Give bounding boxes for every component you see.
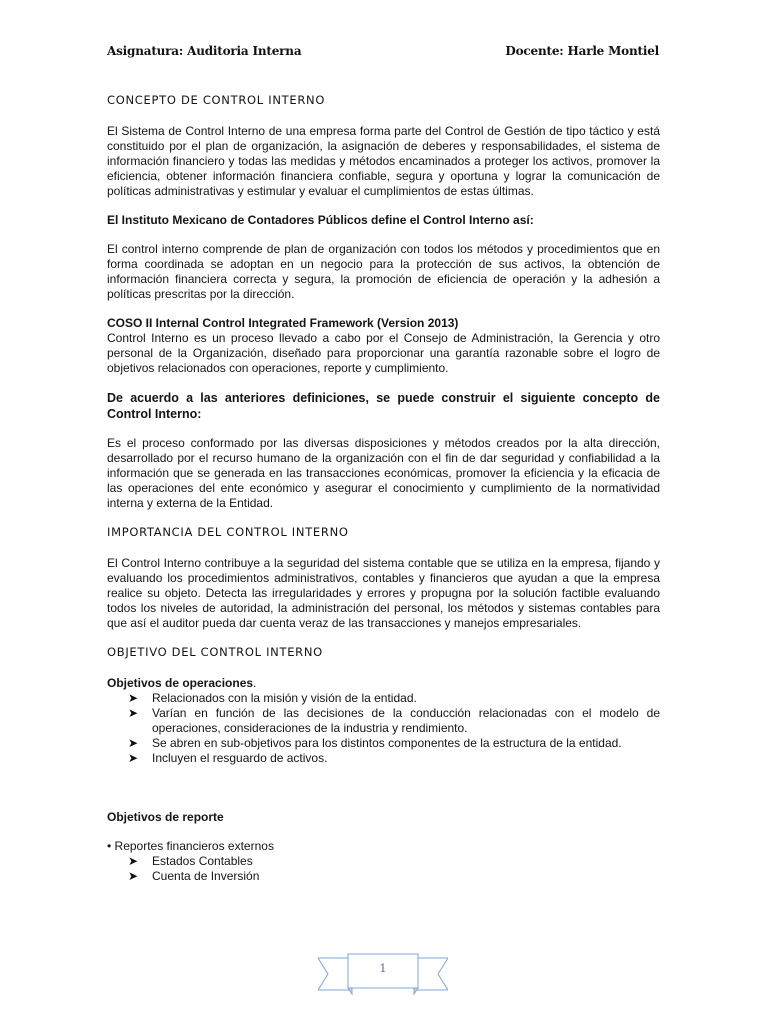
list-item-text: Estados Contables: [152, 854, 253, 868]
vertical-spacer: [107, 766, 660, 810]
section-title-concepto: CONCEPTO DE CONTROL INTERNO: [107, 93, 326, 107]
objetivos-operaciones-list: [107, 691, 660, 766]
page-number-ribbon-icon: [318, 950, 448, 1000]
reportes-bullet: • Reportes financieros externos: [107, 839, 274, 853]
paragraph-de-acuerdo: Es el proceso conformado por las diversas disposiciones y métodos creados por la alta dirección, desarrollado por el recurso humano de la organización con el fin de dar seguridad y confiabilidad a la información que se generada en las transacciones económicas, promover la eficiencia y la eficacia de las operaciones del ente económico y asegurar el conocimiento y cumplimiento de la normatividad interna y externa de la Entidad.: [107, 436, 660, 510]
list-item: [128, 854, 660, 869]
list-item: [128, 706, 660, 736]
heading-imcp: El Instituto Mexicano de Contadores Públicos define el Control Interno así:: [107, 213, 534, 227]
arrow-bullet-icon: ➤: [128, 691, 139, 705]
objetivos-reporte-title: Objetivos de reporte: [107, 810, 224, 824]
objetivos-operaciones-dot: .: [253, 676, 257, 690]
paragraph-coso: Control Interno es un proceso llevado a cabo por el Consejo de Administración, la Gerencia y otro personal de la Organización, diseñado para proporcionar una garantía razonable sobre el logro de objetivos relacionados con operaciones, reporte y cumplimiento.: [107, 331, 660, 375]
arrow-bullet-icon: ➤: [128, 751, 139, 765]
section-title-objetivo: OBJETIVO DEL CONTROL INTERNO: [107, 645, 323, 659]
heading-coso: COSO II Internal Control Integrated Framework (Version 2013): [107, 316, 459, 330]
arrow-bullet-icon: ➤: [128, 854, 139, 868]
section-title-importancia: IMPORTANCIA DEL CONTROL INTERNO: [107, 525, 349, 539]
page-number: 1: [379, 962, 387, 975]
arrow-bullet-icon: ➤: [128, 706, 139, 720]
list-item-text: Cuenta de Inversión: [152, 869, 260, 883]
list-item: [128, 751, 660, 766]
list-item-text: Varían en función de las decisiones de la conducción relacionadas con el modelo de operaciones, consideraciones de la industria y rendimiento.: [152, 706, 660, 735]
header-subject: Asignatura: Auditoria Interna: [107, 44, 302, 58]
paragraph-concepto: El Sistema de Control Interno de una empresa forma parte del Control de Gestión de tipo táctico y está constituido por el plan de organización, la asignación de deberes y responsabilidades, el sistema de información financiero y todas las medidas y métodos encaminados a proteger los activos, promover la eficiencia, obtener información financiera confiable, segura y oportuna y lograr la comunicación de políticas administrativas y estimular y evaluar el cumplimientos de estas últimas.: [107, 124, 660, 198]
objetivos-reporte-list: [107, 854, 660, 884]
header-teacher: Docente: Harle Montiel: [505, 44, 659, 58]
list-item-text: Se abren en sub-objetivos para los distintos componentes de la estructura de la entidad.: [152, 736, 622, 750]
heading-de-acuerdo: De acuerdo a las anteriores definiciones, se puede construir el siguiente concepto de Control Interno:: [107, 391, 660, 421]
list-item: [128, 869, 660, 884]
document-body: [107, 93, 660, 884]
list-item: [128, 736, 660, 751]
paragraph-imcp: El control interno comprende de plan de organización con todos los métodos y procedimientos que en forma coordinada se adoptan en un negocio para la protección de sus activos, la obtención de información financiera correcta y segura, la promoción de eficiencia de operación y la adhesión a políticas prescritas por la dirección.: [107, 242, 660, 301]
arrow-bullet-icon: ➤: [128, 869, 139, 883]
list-item-text: Incluyen el resguardo de activos.: [152, 751, 328, 765]
list-item: [128, 691, 660, 706]
list-item-text: Relacionados con la misión y visión de la entidad.: [152, 691, 417, 705]
arrow-bullet-icon: ➤: [128, 736, 139, 750]
objetivos-operaciones-heading: [107, 676, 660, 691]
objetivos-operaciones-title: Objetivos de operaciones: [107, 676, 254, 690]
paragraph-importancia: El Control Interno contribuye a la seguridad del sistema contable que se utiliza en la empresa, fijando y evaluando los procedimientos administrativos, contables y financieros que ayudan a que la empresa realice su objeto. Detecta las irregularidades y errores y propugna por la solución factible evaluando todos los niveles de autoridad, la administración del personal, los métodos y sistemas contables para que así el auditor pueda dar cuenta veraz de las transacciones y manejos empresariales.: [107, 556, 660, 630]
